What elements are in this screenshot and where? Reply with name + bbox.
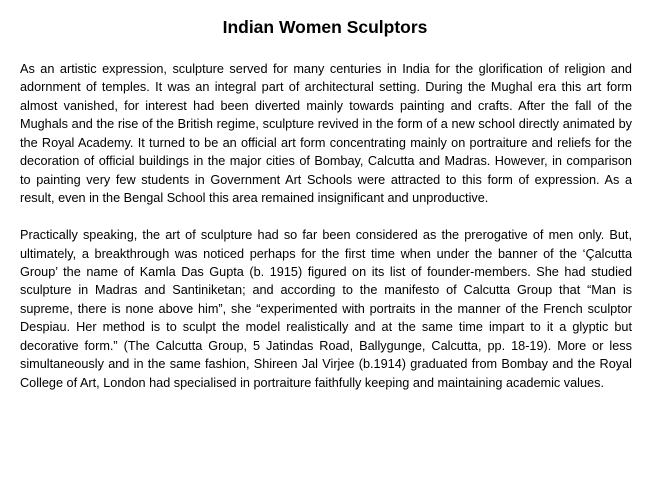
paragraph-sculpture-history: As an artistic expression, sculpture served for many centuries in India for the glorification of religion and adornment of temples. It was an integral part of architectural setting. During the Mughal era this art form almost vanished, for interest had been diverted mainly towards painting and crafts. After the fall of the Mughals and the rise of the British regime, sculpture revived in the form of a new school directly animated by the Royal Academy. It turned to be an official art form concentrating mainly on portraiture and reliefs for the decoration of official buildings in the major cities of Bombay, Calcutta and Madras. However, in comparison to painting very few students in Government Art Schools were attracted to this form of expression. As a result, even in the Bengal School this area remained insignificant and unproductive.: [20, 62, 632, 206]
document-body: [20, 60, 632, 392]
page-title: Indian Women Sculptors: [222, 17, 428, 37]
paragraph-women-sculptors: Practically speaking, the art of sculpture had so far been considered as the prerogative of men only. But, ultimately, a breakthrough was noticed perhaps for the first time when under the banner of the ‘Çalcutta Group’ the name of Kamla Das Gupta (b. 1915) figured on its list of founder-members. She had studied sculpture in Madras and Santiniketan; and according to the manifesto of Calcutta Group that “Man is supreme, there is none above him”, she “experimented with portraits in the manner of the French sculptor Despiau. Her method is to sculpt the model realistically and at the same time impart to it a glyptic but decorative form.” (The Calcutta Group, 5 Jatindas Road, Ballygunge, Calcutta, pp. 18-19). More or less simultaneously and in the same fashion, Shireen Jal Virjee (b.1914) graduated from Bombay and the Royal College of Art, London had specialised in portraiture faithfully keeping and maintaining academic values.: [20, 228, 632, 390]
